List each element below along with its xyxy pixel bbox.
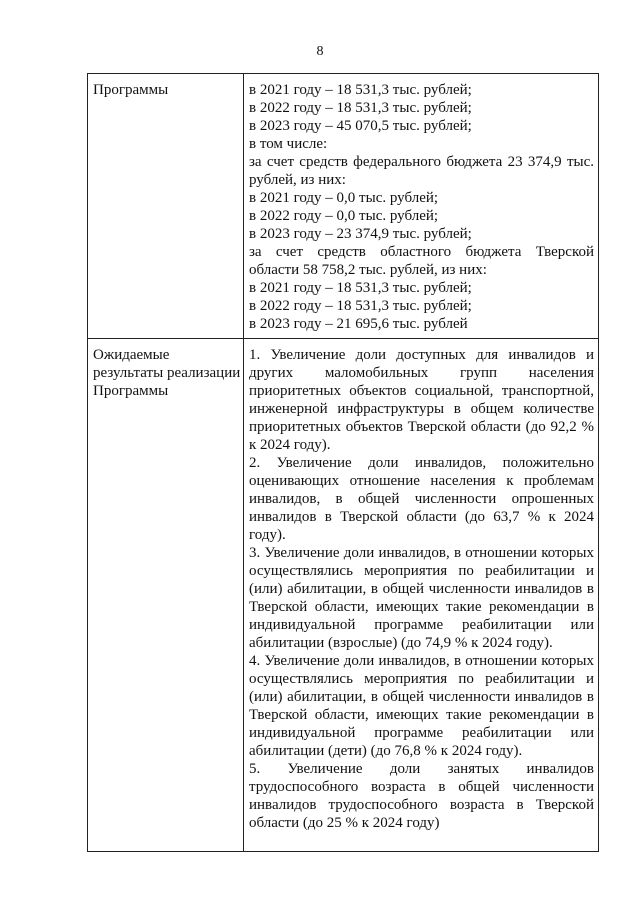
financing-line: в 2022 году – 0,0 тыс. рублей; [249, 208, 439, 224]
financing-line: в 2021 году – 0,0 тыс. рублей; [249, 190, 439, 206]
result-item: 4. Увеличение доли инвалидов, в отношении которых осуществлялись мероприятия по реабилитации и (или) абилитации, в общей численности инвалидов в Тверской области, имеющих такие рекомендации в индивидуальной программе реабилитации или абилитации (дети) (до 76,8 % к 2024 году). [249, 653, 594, 759]
financing-line: в 2021 году – 18 531,3 тыс. рублей; [249, 280, 472, 296]
result-item: 5. Увеличение доли занятых инвалидов трудоспособного возраста в общей численности инвалидов трудоспособного возраста в Тверской области (до 25 % к 2024 году) [249, 761, 594, 831]
row-label-line: Программы [93, 82, 169, 98]
table-row-expected-results [88, 339, 599, 852]
financing-line: в 2022 году – 18 531,3 тыс. рублей; [249, 298, 472, 314]
result-item: 1. Увеличение доли доступных для инвалидов и других маломобильных групп населения приоритетных объектов социальной, транспортной, инженерной инфраструктуры в общем количестве приоритетных объектов Тверской области (до 92,2 % к 2024 году). [249, 347, 594, 453]
row-label-line: результаты реализации [93, 365, 241, 381]
financing-content-cell [244, 74, 599, 339]
result-item: 2. Увеличение доли инвалидов, положительно оценивающих отношение населения к проблемам инвалидов, в общей численности опрошенных инвалидов в Тверской области (до 63,7 % к 2024 году). [249, 455, 594, 543]
federal-budget-paragraph: за счет средств федерального бюджета 23 374,9 тыс. рублей, из них: [249, 154, 594, 188]
financing-line: в 2022 году – 18 531,3 тыс. рублей; [249, 100, 472, 116]
page-number: 8 [316, 44, 324, 59]
financing-line: в 2023 году – 23 374,9 тыс. рублей; [249, 226, 472, 242]
row-label-line: Ожидаемые [93, 347, 170, 363]
financing-line: в 2021 году – 18 531,3 тыс. рублей; [249, 82, 472, 98]
row-label-cell [88, 339, 244, 852]
financing-line: в том числе: [249, 136, 328, 152]
row-label-line: Программы [93, 383, 169, 399]
regional-budget-paragraph: за счет средств областного бюджета Тверской области 58 758,2 тыс. рублей, из них: [249, 244, 594, 278]
result-item: 3. Увеличение доли инвалидов, в отношении которых осуществлялись мероприятия по реабилитации и (или) абилитации, в общей численности инвалидов в Тверской области, имеющих такие рекомендации в индивидуальной программе реабилитации или абилитации (взрослые) (до 74,9 % к 2024 году). [249, 545, 594, 651]
financing-line: в 2023 году – 21 695,6 тыс. рублей [249, 316, 468, 332]
row-label-cell [88, 74, 244, 339]
table-row-financing [88, 74, 599, 339]
program-passport-table [87, 73, 599, 852]
results-content-cell [244, 339, 599, 852]
financing-line: в 2023 году – 45 070,5 тыс. рублей; [249, 118, 472, 134]
